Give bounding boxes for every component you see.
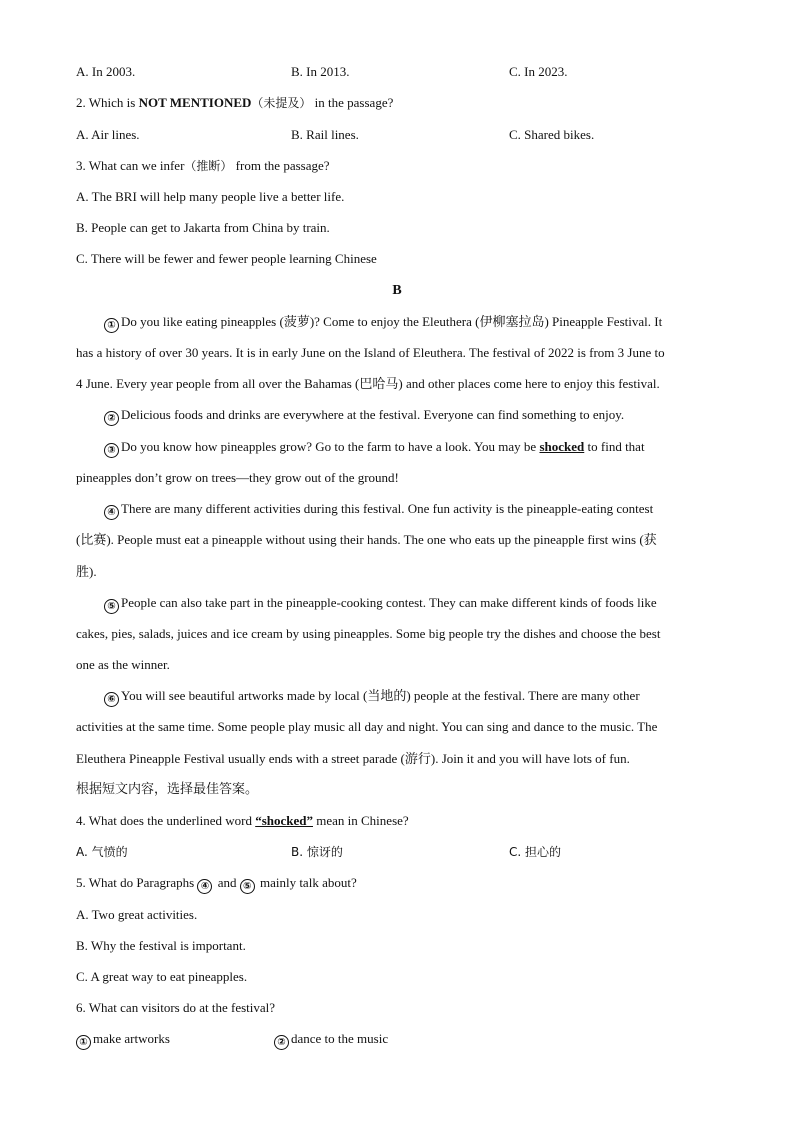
marker-3: ③ — [104, 443, 119, 458]
paragraph-4-line-2: (比赛). People must eat a pineapple without using their hands. The one who eats up the pineapple first wins (获 — [76, 532, 657, 547]
q3-option-a: A. The BRI will help many people live a better life. — [76, 189, 345, 204]
paragraph-4-line-3: 胜). — [76, 564, 97, 579]
paragraph-5-line-2: cakes, pies, salads, juices and ice cream by using pineapples. Some big people try the dishes and choose the best — [76, 626, 661, 641]
q4-option-b: B. 惊讶的 — [291, 845, 343, 859]
q4-option-c: C. 担心的 — [509, 845, 562, 859]
q3-option-c: C. There will be fewer and fewer people learning Chinese — [76, 251, 377, 266]
paragraph-6-line-1: ⑥ You will see beautiful artworks made by local (当地的) people at the festival. There are many other — [104, 687, 710, 705]
paragraph-2-line-1: ② Delicious foods and drinks are everywhere at the festival. Everyone can find something to enjoy. — [104, 406, 710, 424]
paragraph-3-line-1: ③ Do you know how pineapples grow? Go to the farm to have a look. You may be shocked to find that — [104, 438, 710, 456]
paragraph-4-line-1: ④ There are many different activities during this festival. One fun activity is the pineapple-eating contest — [104, 500, 710, 518]
marker-4: ④ — [104, 505, 119, 520]
paragraph-5-line-3: one as the winner. — [76, 657, 170, 672]
marker-2-ref: ② — [274, 1035, 289, 1050]
marker-2: ② — [104, 411, 119, 426]
paragraph-6-line-2: activities at the same time. Some people play music all day and night. You can sing and dance to the music. The — [76, 719, 658, 734]
q6-item-2: ② dance to the music — [274, 1030, 388, 1048]
paragraph-3-line-2: pineapples don’t grow on trees—they grow out of the ground! — [76, 470, 399, 485]
q4-option-a: A. 气愤的 — [76, 845, 128, 859]
q5-option-c: C. A great way to eat pineapples. — [76, 969, 248, 984]
paragraph-1-line-2: has a history of over 30 years. It is in early June on the Island of Eleuthera. The festival of 2022 is from 3 June to — [76, 345, 665, 360]
paragraph-1-line-1: ① Do you like eating pineapples (菠萝)? Come to enjoy the Eleuthera (伊柳塞拉岛) Pineapple Festival. It — [104, 313, 710, 331]
marker-6: ⑥ — [104, 692, 119, 707]
q2-option-b: B. Rail lines. — [291, 127, 359, 142]
paragraph-1-line-3: 4 June. Every year people from all over the Bahamas (巴哈马) and other places come here to enjoy this festival. — [76, 376, 660, 391]
marker-5-ref: ⑤ — [240, 879, 255, 894]
q6-item-1: ① make artworks — [76, 1030, 170, 1048]
underlined-word: shocked — [539, 439, 585, 454]
q5-option-a: A. Two great activities. — [76, 907, 198, 922]
q3-option-b: B. People can get to Jakarta from China by train. — [76, 220, 330, 235]
q2-option-a: A. Air lines. — [76, 127, 140, 142]
q1-option-b: B. In 2013. — [291, 64, 350, 79]
q2-option-c: C. Shared bikes. — [509, 127, 595, 142]
question-5: 5. What do Paragraphs ④ and ⑤ mainly talk about? — [76, 875, 357, 892]
q1-option-a: A. In 2003. — [76, 64, 136, 79]
marker-1-ref: ① — [76, 1035, 91, 1050]
paragraph-5-line-1: ⑤ People can also take part in the pineapple-cooking contest. They can make different kinds of foods like — [104, 594, 710, 612]
paragraph-6-line-3: Eleuthera Pineapple Festival usually ends with a street parade (游行). Join it and you will have lots of fun. — [76, 751, 630, 766]
question-3: 3. What can we infer（推断） from the passage? — [76, 158, 330, 173]
instruction: 根据短文内容，选择最佳答案。 — [76, 782, 259, 797]
marker-1: ① — [104, 318, 119, 333]
marker-4-ref: ④ — [197, 879, 212, 894]
marker-5: ⑤ — [104, 599, 119, 614]
question-2: 2. Which is NOT MENTIONED（未提及） in the passage? — [76, 95, 394, 110]
q1-option-c: C. In 2023. — [509, 64, 568, 79]
section-heading: B — [392, 283, 402, 298]
question-4: 4. What does the underlined word “shocked” mean in Chinese? — [76, 813, 409, 828]
question-6: 6. What can visitors do at the festival? — [76, 1000, 276, 1015]
q5-option-b: B. Why the festival is important. — [76, 938, 246, 953]
